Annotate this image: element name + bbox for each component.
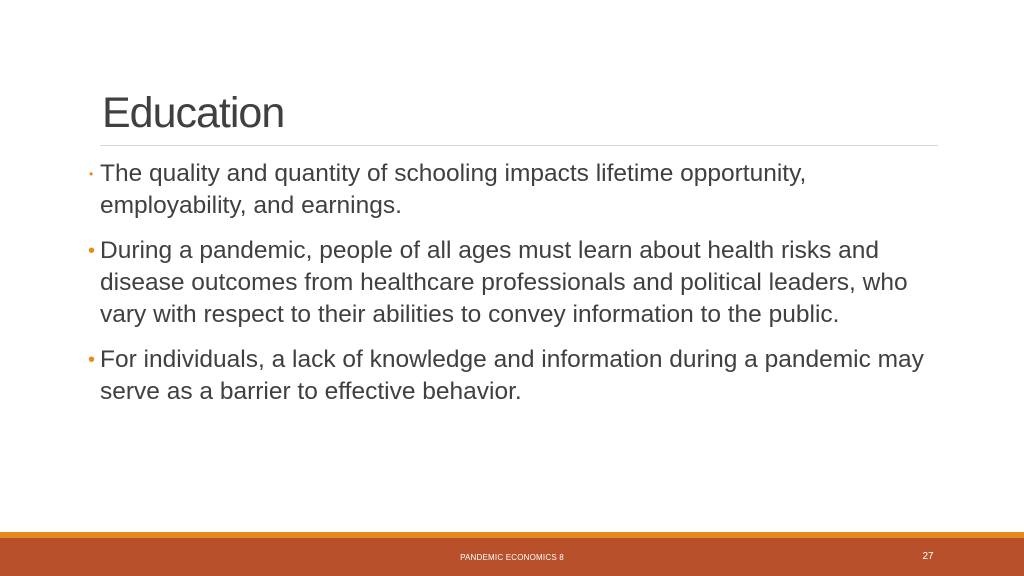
bullet-item	[88, 235, 930, 331]
bullet-text: During a pandemic, people of all ages must learn about health risks and disease outcomes from healthcare professionals and political leaders, who vary with respect to their abilities to convey information to the public.	[100, 237, 908, 328]
bullet-marker-icon: •	[88, 349, 96, 371]
bullet-list	[88, 158, 930, 421]
bullet-item	[88, 344, 930, 408]
bullet-marker-icon: •	[89, 167, 94, 181]
footer-label: PANDEMIC ECONOMICS 8	[460, 553, 564, 562]
bullet-marker-icon: •	[88, 240, 96, 262]
bullet-text: The quality and quantity of schooling impacts lifetime opportunity, employability, and earnings.	[100, 160, 807, 219]
title-divider	[100, 145, 938, 146]
bullet-text: For individuals, a lack of knowledge and information during a pandemic may serve as a barrier to effective behavior.	[100, 346, 924, 405]
bullet-item	[89, 158, 930, 222]
page-number: 27	[922, 551, 934, 562]
slide-title: Education	[102, 89, 285, 137]
